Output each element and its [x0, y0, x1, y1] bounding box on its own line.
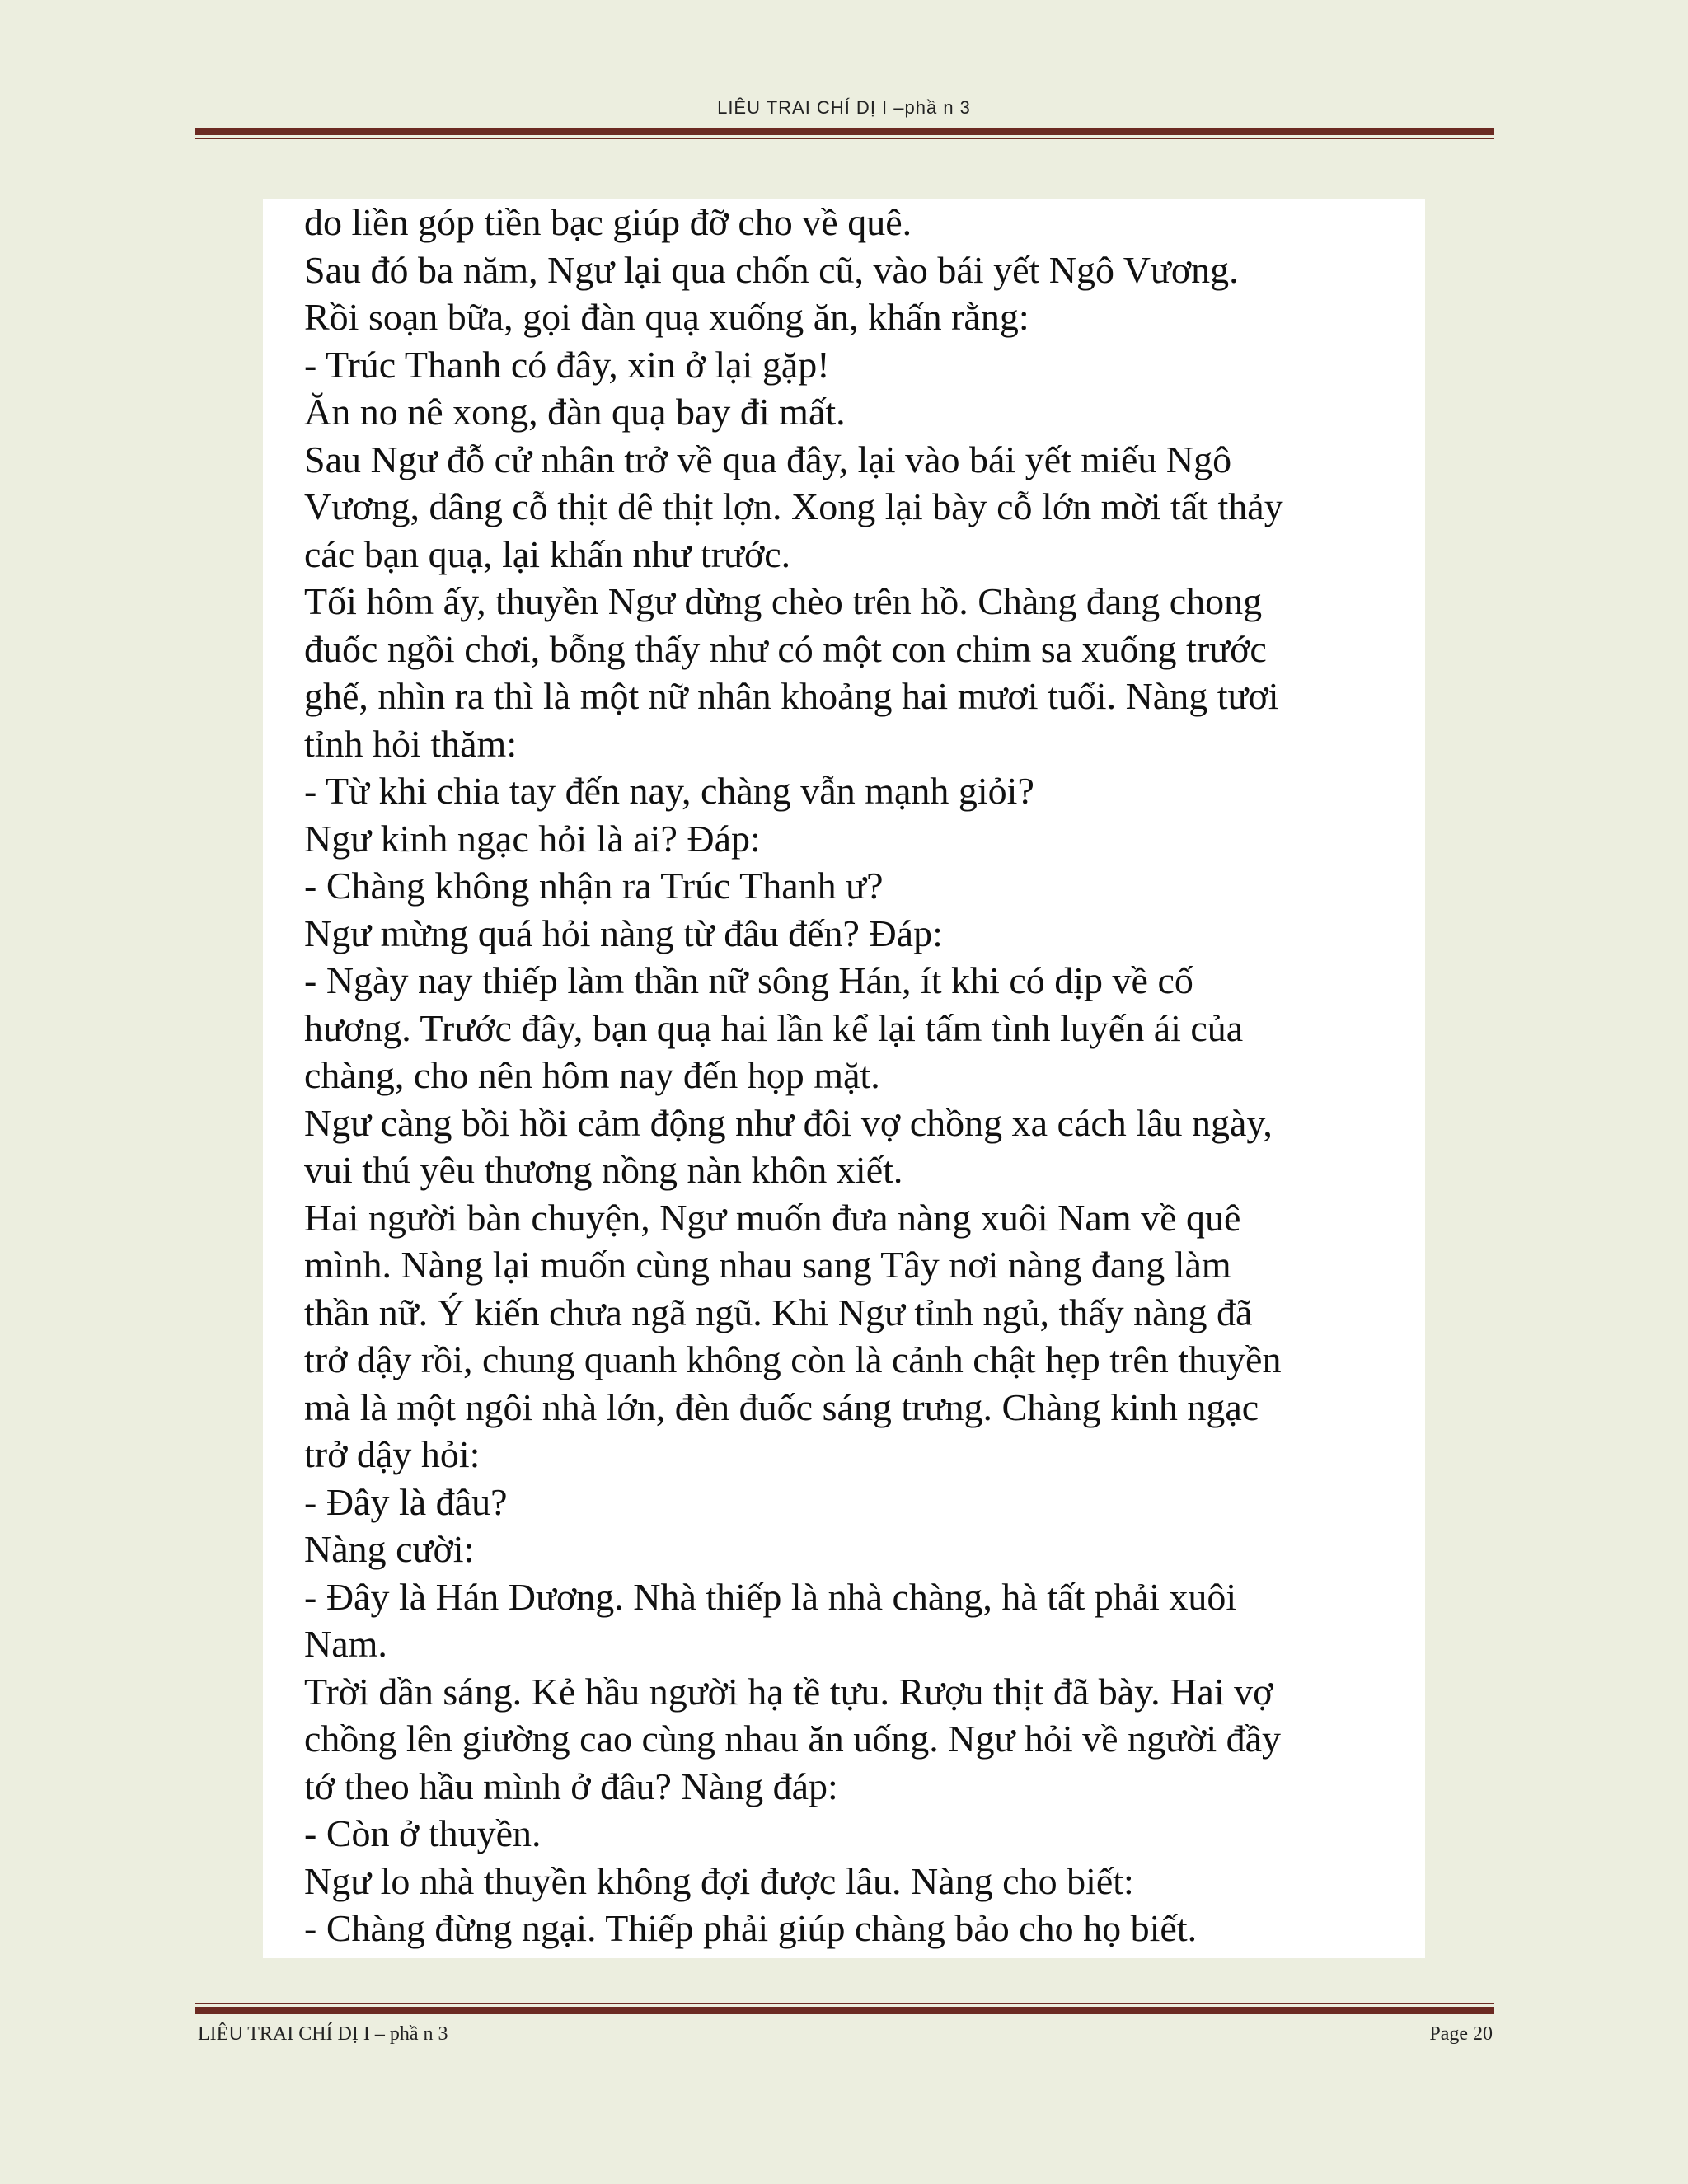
header-divider	[195, 128, 1494, 139]
text-line: - Đây là đâu?	[304, 1480, 508, 1523]
text-line: mình. Nàng lại muốn cùng nhau sang Tây nơi nàng đang làm	[304, 1244, 1231, 1286]
text-line: Ăn no nê xong, đàn quạ bay đi mất.	[304, 391, 846, 433]
text-line: Rồi soạn bữa, gọi đàn quạ xuống ăn, khấn rằng:	[304, 296, 1029, 338]
text-line: Ngư lo nhà thuyền không đợi được lâu. Nàng cho biết:	[304, 1859, 1134, 1902]
text-line: Trời dần sáng. Kẻ hầu người hạ tề tựu. Rượu thịt đã bày. Hai vợ	[304, 1670, 1273, 1713]
text-line: - Chàng không nhận ra Trúc Thanh ư?	[304, 865, 884, 907]
text-line: chồng lên giường cao cùng nhau ăn uống. Ngư hỏi về người đầy	[304, 1718, 1282, 1760]
text-line: - Từ khi chia tay đến nay, chàng vẫn mạnh giỏi?	[304, 770, 1034, 812]
text-line: các bạn quạ, lại khấn như trước.	[304, 532, 791, 575]
text-line: - Ngày nay thiếp làm thần nữ sông Hán, ít khi có dịp về cố	[304, 959, 1193, 1001]
text-line: mà là một ngôi nhà lớn, đèn đuốc sáng trưng. Chàng kinh ngạc	[304, 1385, 1259, 1428]
text-line: Tối hôm ấy, thuyền Ngư dừng chèo trên hồ. Chàng đang chong	[304, 580, 1263, 622]
text-line: hương. Trước đây, bạn quạ hai lần kể lại tấm tình luyến ái của	[304, 1006, 1244, 1049]
text-line: do liền góp tiền bạc giúp đỡ cho về quê.	[304, 201, 912, 243]
text-line: ghế, nhìn ra thì là một nữ nhân khoảng hai mươi tuổi. Nàng tươi	[304, 675, 1279, 717]
text-line: tỉnh hỏi thăm:	[304, 722, 518, 765]
text-line: - Còn ở thuyền.	[304, 1812, 542, 1854]
running-header: LIÊU TRAI CHÍ DỊ I –phầ n 3	[717, 97, 971, 118]
text-line: vui thú yêu thương nồng nàn khôn xiết.	[304, 1149, 903, 1191]
running-footer-title: LIÊU TRAI CHÍ DỊ I – phầ n 3	[198, 2023, 448, 2045]
page-number: Page 20	[1429, 2023, 1493, 2045]
text-line: trở dậy hỏi:	[304, 1433, 481, 1475]
text-line: - Đây là Hán Dương. Nhà thiếp là nhà chàng, hà tất phải xuôi	[304, 1575, 1237, 1618]
text-line: thần nữ. Ý kiến chưa ngã ngũ. Khi Ngư tỉnh ngủ, thấy nàng đã	[304, 1291, 1253, 1333]
footer-divider	[195, 2003, 1494, 2014]
page-body	[263, 199, 1425, 1958]
text-line: Hai người bàn chuyện, Ngư muốn đưa nàng xuôi Nam về quê	[304, 1196, 1241, 1239]
text-line: trở dậy rồi, chung quanh không còn là cảnh chật hẹp trên thuyền	[304, 1338, 1282, 1380]
text-line: Sau Ngư đỗ cử nhân trở về qua đây, lại vào bái yết miếu Ngô	[304, 438, 1232, 480]
text-line: Vương, dâng cỗ thịt dê thịt lợn. Xong lại bày cỗ lớn mời tất thảy	[304, 485, 1283, 527]
text-line: Ngư càng bồi hồi cảm động như đôi vợ chồng xa cách lâu ngày,	[304, 1101, 1273, 1144]
text-line: Nam.	[304, 1623, 387, 1665]
text-line: tớ theo hầu mình ở đâu? Nàng đáp:	[304, 1765, 838, 1807]
text-line: Nàng cười:	[304, 1528, 475, 1570]
text-line: chàng, cho nên hôm nay đến họp mặt.	[304, 1054, 880, 1096]
text-line: đuốc ngồi chơi, bỗng thấy như có một con chim sa xuống trước	[304, 627, 1267, 670]
text-line: Sau đó ba năm, Ngư lại qua chốn cũ, vào bái yết Ngô Vương.	[304, 248, 1239, 291]
text-line: Ngư mừng quá hỏi nàng từ đâu đến? Đáp:	[304, 912, 943, 954]
text-line: Ngư kinh ngạc hỏi là ai? Đáp:	[304, 817, 761, 860]
text-line: - Chàng đừng ngại. Thiếp phải giúp chàng bảo cho họ biết.	[304, 1907, 1198, 1949]
text-line: - Trúc Thanh có đây, xin ở lại gặp!	[304, 343, 830, 386]
